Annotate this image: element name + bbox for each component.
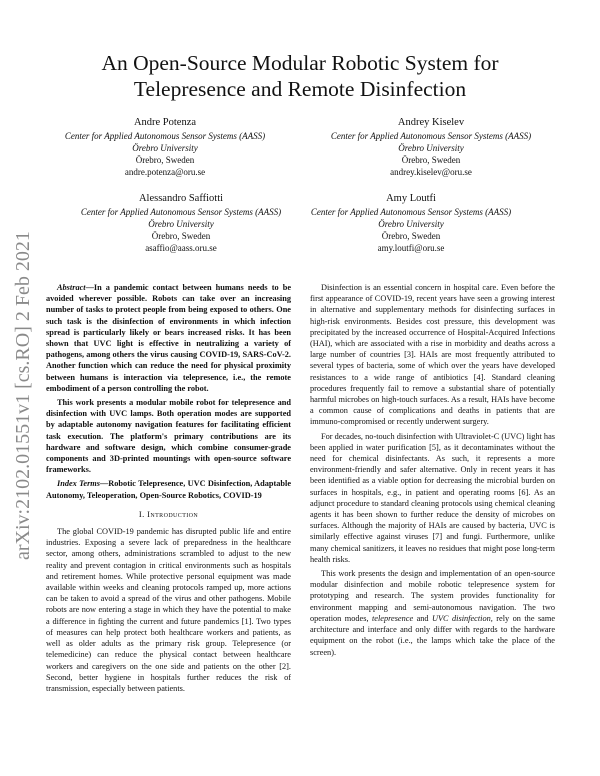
abstract-paragraph-2: This work presents a modular mobile robot for telepresence and disinfection with UVC lamps. Both operation modes are supported by adaptable autonomy navigation features for facilitating efficient task execution. The platform's primary contributions are its hardware and software design, which combine consumer-grade components and 3D-printed mountings with open-source software frameworks. [46, 398, 291, 475]
author-city: Örebro, Sweden [381, 231, 441, 241]
body-paragraph [310, 568, 555, 658]
author-block [296, 117, 566, 178]
left-column [46, 282, 291, 697]
author-name: Alessandro Saffiotti [138, 193, 224, 204]
section-number: I. [138, 508, 145, 519]
title-line-2: Telepresence and Remote Disinfection [133, 77, 467, 101]
title-line-1: An Open-Source Modular Robotic System for [101, 51, 499, 75]
section-heading [46, 509, 291, 520]
abstract-text: —In a pandemic contact between humans needs to be avoided wherever possible. Robots can take over an increasing number of tasks to protect people from being exposed to others. One such task is the disinfection of environments in which infection spread is particularly likely or bears increased risks. It has been shown that UVC light is effective in neutralizing a variety of pathogens, among others the virus causing COVID-19, SARS-CoV-2. Another function which can reduce the need for physical proximity between humans is interaction via telepresence, i.e., the remote embodiment of a person controlling the robot. [46, 283, 291, 393]
author-affiliation: Center for Applied Autonomous Sensor Systems (AASS) [64, 131, 266, 141]
section-title: Introduction [147, 508, 199, 519]
index-terms-label: Index Terms [57, 479, 100, 489]
text-run: This work presents the design and implementation of an open-source modular disinfection and mobile robotic telepresence system for prototyping and research. The system provides functionality for environment mapping and semi-autonomous navigation. The two operation modes, [310, 569, 555, 623]
index-terms [46, 478, 291, 500]
author-name: Amy Loutfi [386, 193, 436, 204]
text-run: , rely on the same architecture and interface and only differ with regards to the hardware equipment on the robot (i.e., the lamps which take the place of the screen). [310, 613, 555, 657]
author-university: Örebro University [378, 219, 444, 229]
text-run: and [413, 613, 432, 623]
body-paragraph: Disinfection is an essential concern in hospital care. Even before the first appearance of COVID-19, recent years have seen a growing interest in alternative and supplementary methods for disinfecting surfaces in high-risk environments. Besides cost pressure, this development was precipitated by the increased occurrence of Hospital-Acquired Infections (HAI), which are associated with a rise in morbidity and deaths across a large number of countries [3]. HAIs are most frequently attributed to several types of bacteria, some of which over the years have developed resistances to a wide range of antibiotics [4]. Standard cleaning procedures frequently fail to remove a substantial share of potentially harmful microbes on high-touch surfaces. As a result, HAIs have become a common cause of complications and deaths in patients that are immuno-compromised or recently underwent surgery. [310, 283, 555, 427]
body-paragraph: For decades, no-touch disinfection with Ultraviolet-C (UVC) light has been applied in water purification [5], as it decontaminates without the need for chemical disinfectants. As such, it represents a more environment-friendly and safer alternative. Only in recent years it has been identified as a viable option for decreasing the microbial burden on surfaces in hospitals, e.g., in patient and operating rooms [6]. As an adjunct procedure to standard cleaning protocols using chemical cleaning agents it has been shown to further reduce the density of microbes on surfaces. Although the majority of HAIs are caused by bacteria, UVC is similarly effective against viruses [7] and fungi. Furthermore, unlike many chemical sanitizers, it leaves no residues that might pose long-term health risks. [310, 431, 555, 564]
author-email[interactable]: andrey.kiselev@oru.se [390, 167, 472, 177]
author-university: Örebro University [132, 143, 198, 153]
author-city: Örebro, Sweden [151, 231, 211, 241]
author-name: Andre Potenza [133, 117, 197, 128]
author-city: Örebro, Sweden [401, 155, 461, 165]
author-university: Örebro University [398, 143, 464, 153]
author-email[interactable]: amy.loutfi@oru.se [377, 243, 445, 253]
body-paragraph: The global COVID-19 pandemic has disrupted public life and entire industries. Exposing a severe lack of preparedness in the healthcare sector, among others, administrations scrambled to adjust to the new reality and prevent contagion in critical environments such as hospitals and retirement homes. While protective personal equipment was made available within weeks and cleaning protocols ramped up, more actions can be taken to avoid a spread of the virus and other pathogens. Mobile robots are now entering a stage in which they have the potential to make a difference in fighting the current and future pandemics [1]. Two types of measures can help protect both healthcare workers and patients, as well as older adults as the primary risk group. Telepresence (or telemedicine) can reduce the physical contact between healthcare workers and caregivers on the one side and patients on the other [2]. Second, better hygiene in hospitals further reduces the risk of transmission, especially between patients. [46, 527, 291, 693]
index-terms-text: —Robotic Telepresence, UVC Disinfection, Adaptable Autonomy, Teleoperation, Open-Source Robotics, COVID-19 [46, 479, 291, 500]
author-block [276, 193, 546, 254]
abstract-paragraph [46, 282, 291, 394]
author-email[interactable]: asaffio@aass.oru.se [145, 243, 217, 253]
text-emphasis: telepresence [371, 613, 414, 623]
text-emphasis: UVC disinfection [432, 613, 491, 623]
author-affiliation: Center for Applied Autonomous Sensor Systems (AASS) [80, 207, 282, 217]
author-name: Andrey Kiselev [397, 117, 465, 128]
author-block [30, 117, 300, 178]
author-affiliation: Center for Applied Autonomous Sensor Systems (AASS) [310, 207, 512, 217]
right-column [310, 282, 555, 661]
author-university: Örebro University [148, 219, 214, 229]
paper-title [40, 50, 560, 102]
author-affiliation: Center for Applied Autonomous Sensor Systems (AASS) [330, 131, 532, 141]
author-city: Örebro, Sweden [135, 155, 195, 165]
arxiv-stamp: arXiv:2102.01551v1 [cs.RO] 2 Feb 2021 [12, 231, 34, 560]
author-email[interactable]: andre.potenza@oru.se [124, 167, 206, 177]
abstract-label: Abstract [57, 283, 86, 292]
